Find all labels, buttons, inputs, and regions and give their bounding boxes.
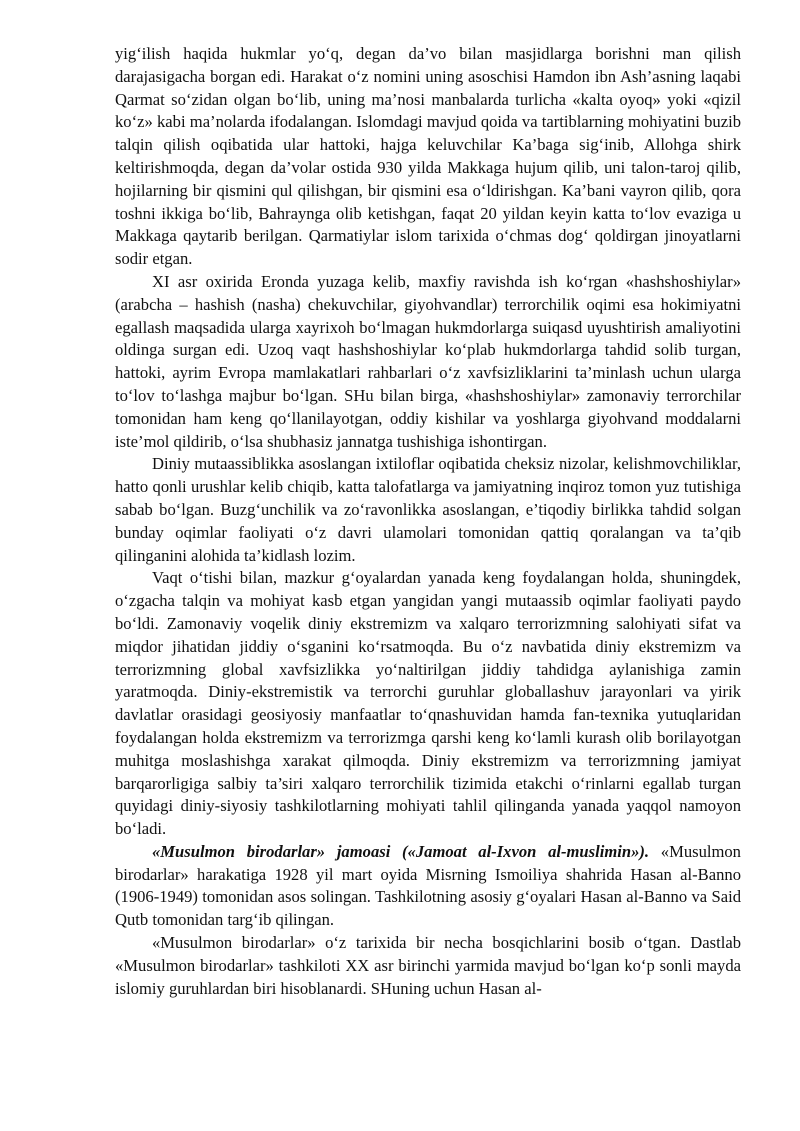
paragraph-zamonaviy-oqimlar: Vaqt o‘tishi bilan, mazkur g‘oyalardan yanada keng foydalangan holda, shuningdek, o‘zgacha talqin va mohiyat kasb etgan yangidan yangi mutaassib oqimlar faoliyati paydo bo‘ldi. Zamonaviy voqelik diniy ekstremizm va xalqaro terrorizmning salohiyati sifat va miqdor jihatidan jiddiy o‘sganini ko‘rsatmoqda. Bu o‘z navbatida diniy ekstremizm va terrorizmning global xavfsizlikka yo‘naltirilgan jiddiy tahdidga aylanishiga zamin yaratmoqda. Diniy-ekstremistik va terrorchi guruhlar globallashuv jarayonlari va yirik davlatlar orasidagi geosiyosiy manfaatlar to‘qnashuvidan hamda fan-texnika yutuqlaridan foydalangan holda ekstremizm va terrorizmga qarshi keng ko‘lamli kurash olib borilayotgan muhitga moslashishga xarakat qilmoqda. Diniy ekstremizm va terrorizmning jamiyat barqarorligiga salbiy ta’siri xalqaro terrorchilik tizimida etakchi o‘rinlarni egallab turgan quyidagi diniy-siyosiy tashkilotlarning mohiyati tahlil qilinganda yanada yaqqol namoyon bo‘ladi. bbox=[115, 568, 741, 839]
paragraph-bosqichlar: «Musulmon birodarlar» o‘z tarixida bir necha bosqichlarini bosib o‘tgan. Dastlab «Musulmon birodarlar» tashkiloti XX asr birinchi yarmida mavjud bo‘lgan ko‘p sonli mayda islomiy guruhlardan biri hisoblanardi. SHuning uchun Hasan al- bbox=[115, 933, 741, 998]
paragraph-musulmon-birodarlar bbox=[115, 841, 741, 932]
paragraph-diniy-mutaassiblik: Diniy mutaassiblikka asoslangan ixtiloflar oqibatida cheksiz nizolar, kelishmovchiliklar, hatto qonli urushlar kelib chiqib, katta talofatlarga va jamiyatning inqiroz tomon yuz tutishiga sabab bo‘lgan. Buzg‘unchilik va zo‘ravonlikka asoslangan, e’tiqodiy birlikka tahdid solgan bunday oqimlar faoliyati o‘z davri ulamolari tomonidan qattiq qoralangan va ta’qib qilinganini alohida ta’kidlash lozim. bbox=[115, 454, 741, 565]
paragraph-qarmatiylar: yig‘ilish haqida hukmlar yo‘q, degan da’vo bilan masjidlarga borishni man qilish darajasigacha borgan edi. Harakat o‘z nomini uning asoschisi Hamdon ibn Ash’asning laqabi Qarmat so‘zidan olgan bo‘lib, uning ma’nosi manbalarda turlicha «kalta oyoq» yoki «qizil ko‘z» kabi ma’nolarda ifodalangan. Islomdagi mavjud qoida va tartiblarning mohiyatini buzib talqin qilish oqibatida ular hattoki, hajga keluvchilar Ka’baga sig‘inib, Allohga shirk keltirishmoqda, degan da’volar ostida 930 yilda Makkaga hujum qilib, uni talon-taroj qilib, hojilarning bir qismini qul qilishgan, bir qismini esa o‘ldirishgan. Ka’bani vayron qilib, qora toshni ikkiga bo‘lib, Bahraynga olib ketishgan, faqat 20 yildan keyin katta to‘lov evaziga u Makkaga qaytarib berilgan. Qarmatiylar islom tarixida o‘chmas dog‘ qoldirgan jinoyatlarni sodir etgan. bbox=[115, 44, 741, 269]
section-heading-musulmon-birodarlar: «Musulmon birodarlar» jamoasi («Jamoat al-Ixvon al-muslimin»). bbox=[152, 841, 650, 861]
document-page bbox=[115, 43, 741, 1000]
paragraph-hashshoshiylar: XI asr oxirida Eronda yuzaga kelib, maxfiy ravishda ish ko‘rgan «hashshoshiylar» (arabcha – hashish (nasha) chekuvchilar, giyohvandlar) terrorchilik oqimi esa hokimiyatni egallash maqsadida ularga xayrixoh bo‘lmagan hukmdorlarga suiqasd uyushtirish amaliyotini oldinga surgan edi. Uzoq vaqt hashshoshiylar ko‘plab hukmdorlarga tahdid solib turgan, hattoki, ayrim Evropa mamlakatlari rahbarlari o‘z xavfsizliklarini ta’minlash uchun ularga to‘lov to‘lashga majbur bo‘lgan. SHu bilan birga, «hashshoshiylar» zamonaviy terrorchilar tomonidan ham keng qo‘llanilayotgan, oddiy kishilar va yoshlarga giyohvand moddalarni iste’mol qildirib, o‘lsa shubhasiz jannatga tushishiga ishontirgan. bbox=[115, 271, 741, 451]
paragraph-musulmon-birodarlar-body: «Musulmon birodarlar» harakatiga 1928 yil mart oyida Misrning Ismoiliya shahrida Hasan al-Banno (1906-1949) tomonidan asos solingan. Tashkilotning asosiy g‘oyalari Hasan al-Banno va Said Qutb tomonidan targ‘ib qilingan. bbox=[115, 841, 741, 930]
